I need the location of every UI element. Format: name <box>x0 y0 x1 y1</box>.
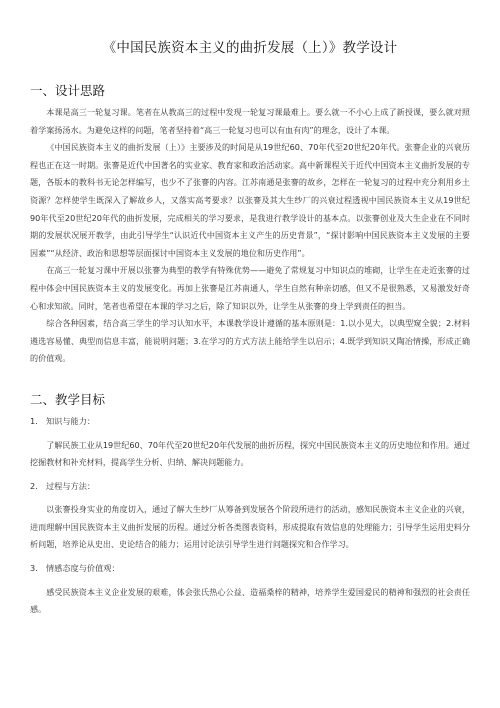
objective-text: 了解民族工业从19世纪60、70年代至20世纪20年代发展的曲折历程，探究中国民族资本主义的历史地位和作用。通过挖掘教材和补充材料，提高学生分析、归纳、解决问题能力。 <box>30 439 470 468</box>
objective-label: 1. 知识与能力： <box>30 415 96 426</box>
document-title: 《中国民族资本主义的曲折发展（上）》教学设计 <box>102 40 398 56</box>
objective-text: 感受民族资本主义企业发展的艰难，体会张氏热心公益、造福桑梓的精神，培养学生爱国爱民的精神和强烈的社会责任感。 <box>30 586 470 615</box>
paragraph: 在高三一轮复习课中开展以张謇为典型的教学有特殊优势——避免了常规复习中知识点的堆砌，让学生在走近张謇的过程中体会中国民族资本主义的发展变化。再加上张謇是江苏南通人，学生自然有种亲切感，但又不是很熟悉，又易激发好奇心和求知欲。同时，笔者也希望在本课的学习之后，除了知识以外，让学生从张謇的身上学到责任的担当。 <box>30 265 470 311</box>
objective-text: 以张謇投身实业的角度切入，通过了解大生纱厂从筹备到发展各个阶段所进行的活动，感知民族资本主义企业的兴衰，进而理解中国民族资本主义曲折发展的历程。通过分析各类图表资料，形成提取有效信息的处理能力；引导学生运用史料分析问题，培养论从史出、史论结合的能力；运用讨论法引导学生进行问题探究和合作学习。 <box>30 504 470 550</box>
section-heading-objectives: 二、教学目标 <box>30 391 106 407</box>
objective-label: 3. 情感态度与价值观： <box>30 563 120 574</box>
section-heading-design: 一、设计思路 <box>30 83 106 98</box>
paragraph: 本课是高三一轮复习课。笔者在从教高三的过程中发现一轮复习课最难上。要么就一不小心上成了新授课，要么就对照着学案扬汤水。为避免这样的问题，笔者坚持着“高三一轮复习也可以有血有肉”的理念，设计了本课。 <box>30 107 470 135</box>
paragraph: 综合各种因素，结合高三学生的学习认知水平，本课教学设计遵循的基本原则是：1.以小见大，以典型窥全貌；2.材料遴选容易懂、典型而信息丰富，能说明问题；3.在学习的方式方法上能给学生以启示；4.既学到知识又陶冶情操，形成正确的价值观。 <box>30 318 470 364</box>
objective-label: 2. 过程与方法： <box>30 480 96 491</box>
paragraph: 《中国民族资本主义的曲折发展（上）》主要涉及的时间是从19世纪60、70年代至20世纪20年代。张謇企业的兴衰历程也正在这一时期。张謇是近代中国著名的实业家、教育家和政治活动家。高中新课程关于近代中国资本主义曲折发展的专题，各版本的教科书无论怎样编写，也少不了张謇的内容。江苏南通是张謇的故乡，怎样在一轮复习的过程中充分利用乡土资源？怎样使学生既深入了解故乡人，又落实高考要求？以张謇及其大生纱厂的兴衰过程透视中国民族资本主义从19世纪90年代至20世纪20年代的曲折发展，完成相关的学习要求，是我进行教学设计的基本点。以张謇创业及大生企业在不同时期的发展状况展开教学，由此引导学生“认识近代中国资本主义产生的历史背景”，“探讨影响中国民族资本主义发展的主要因素”“从经济、政治和思想等层面探讨中国资本主义发展的地位和历史作用”。 <box>30 142 470 258</box>
